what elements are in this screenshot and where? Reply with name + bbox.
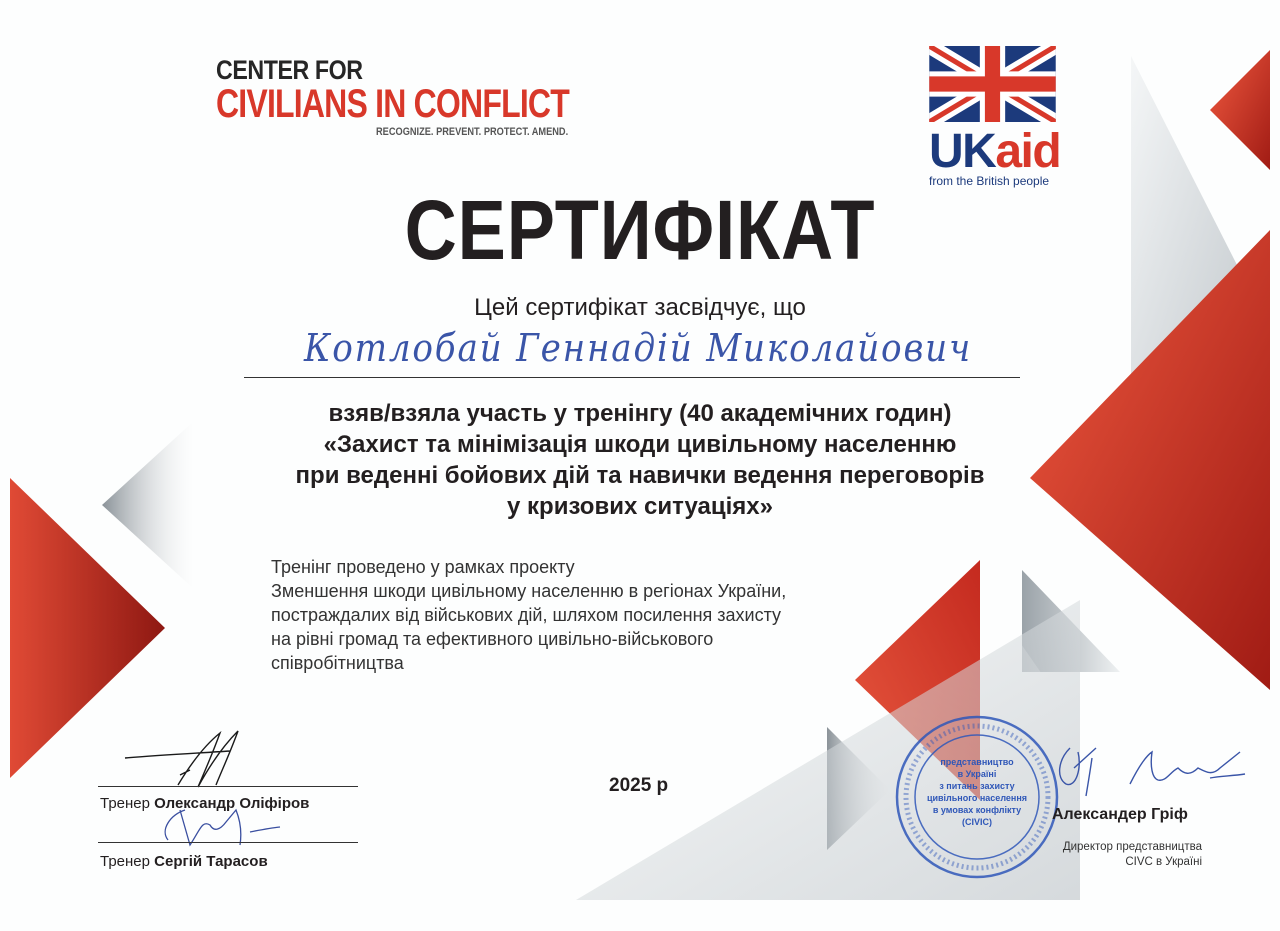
year-text: 2025 р	[609, 775, 669, 796]
course-description	[160, 398, 1120, 522]
project-line: Зменшення шкоди цивільному населенню в регіонах України,	[271, 581, 787, 601]
trainer2-label: Тренер Сергій Тарасов	[100, 853, 268, 870]
trainer2-signature-line	[98, 842, 358, 843]
trainer1-signature	[120, 725, 260, 795]
union-jack-icon	[929, 46, 1056, 122]
project-description	[271, 555, 786, 675]
course-line: при веденні бойових дій та навички ведення переговорів	[295, 462, 985, 489]
course-line: у кризових ситуаціях»	[507, 493, 773, 520]
certificate-title: СЕРТИФІКАТ	[404, 183, 876, 277]
civic-logo-line2: CIVILIANS IN CONFLICT	[216, 82, 569, 126]
project-line: на рівні громад та ефективного цивільно-військового	[271, 629, 714, 649]
trainer1-signature-line	[98, 786, 358, 787]
project-line: співробітництва	[271, 653, 404, 673]
course-line: взяв/взяла участь у тренінгу (40 академічних годин)	[328, 400, 952, 427]
civic-logo	[216, 55, 657, 138]
civic-logo-line1: CENTER FOR	[216, 55, 363, 85]
project-line: постраждалих від військових дій, шляхом посилення захисту	[271, 605, 782, 625]
organization-stamp	[892, 712, 1062, 882]
stamp-text: представництво в Україні з питань захисту цивільного населення в умовах конфлікту (CIVIC)	[926, 757, 1028, 827]
course-line: «Захист та мінімізація шкоди цивільному населенню	[323, 431, 957, 458]
attest-text: Цей сертифікат засвідчує, що	[474, 294, 806, 321]
recipient-underline	[244, 377, 1020, 378]
recipient-name-handwritten: Котлобай Геннадій Миколайович	[303, 326, 973, 370]
project-line: Тренінг проведено у рамках проекту	[271, 557, 575, 577]
ukaid-tagline: from the British people	[929, 174, 1050, 188]
director-name: Александер Гріф	[1052, 806, 1188, 823]
ukaid-wordmark: UKaid	[929, 125, 1061, 178]
director-title: Директор представництва СІVС в Україні	[1062, 841, 1202, 868]
civic-logo-tagline: RECOGNIZE. PREVENT. PROTECT. AMEND.	[376, 126, 569, 138]
trainer1-label: Тренер Олександр Оліфіров	[100, 795, 310, 812]
director-signature	[1040, 738, 1250, 808]
